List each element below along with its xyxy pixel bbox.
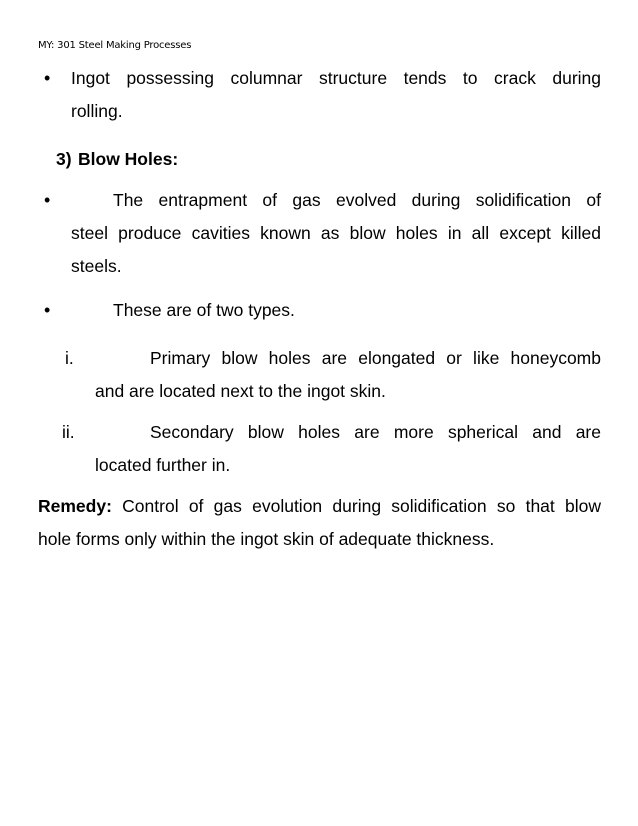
- page-header: MY: 301 Steel Making Processes: [38, 40, 192, 51]
- bullet-icon: •: [44, 300, 51, 320]
- remedy-label: Remedy:: [38, 496, 112, 516]
- ingot-crack-line2: rolling.: [71, 101, 123, 121]
- remedy-line1: [38, 490, 601, 523]
- entrapment-line2: steel produce cavities known as blow holes in all except killed: [71, 223, 601, 243]
- roman-numeral-i: i.: [65, 348, 74, 368]
- section-number: 3): [56, 149, 72, 169]
- bullet-icon: •: [44, 190, 51, 210]
- secondary-line1: Secondary blow holes are more spherical and are: [150, 422, 601, 442]
- entrapment-line3: steels.: [71, 256, 122, 276]
- bullet-icon: •: [44, 68, 51, 88]
- entrapment-line1: The entrapment of gas evolved during solidification of: [113, 190, 601, 210]
- secondary-line2: located further in.: [95, 455, 231, 475]
- primary-line1: Primary blow holes are elongated or like honeycomb: [150, 348, 601, 368]
- types-line: These are of two types.: [113, 300, 295, 320]
- remedy-line2: hole forms only within the ingot skin of adequate thickness.: [38, 529, 495, 549]
- section-heading: Blow Holes:: [78, 149, 179, 169]
- remedy-text: Control of gas evolution during solidification so that blow: [111, 496, 601, 516]
- primary-line2: and are located next to the ingot skin.: [95, 381, 386, 401]
- ingot-crack-line1: Ingot possessing columnar structure tends to crack during: [71, 68, 601, 88]
- roman-numeral-ii: ii.: [62, 422, 75, 442]
